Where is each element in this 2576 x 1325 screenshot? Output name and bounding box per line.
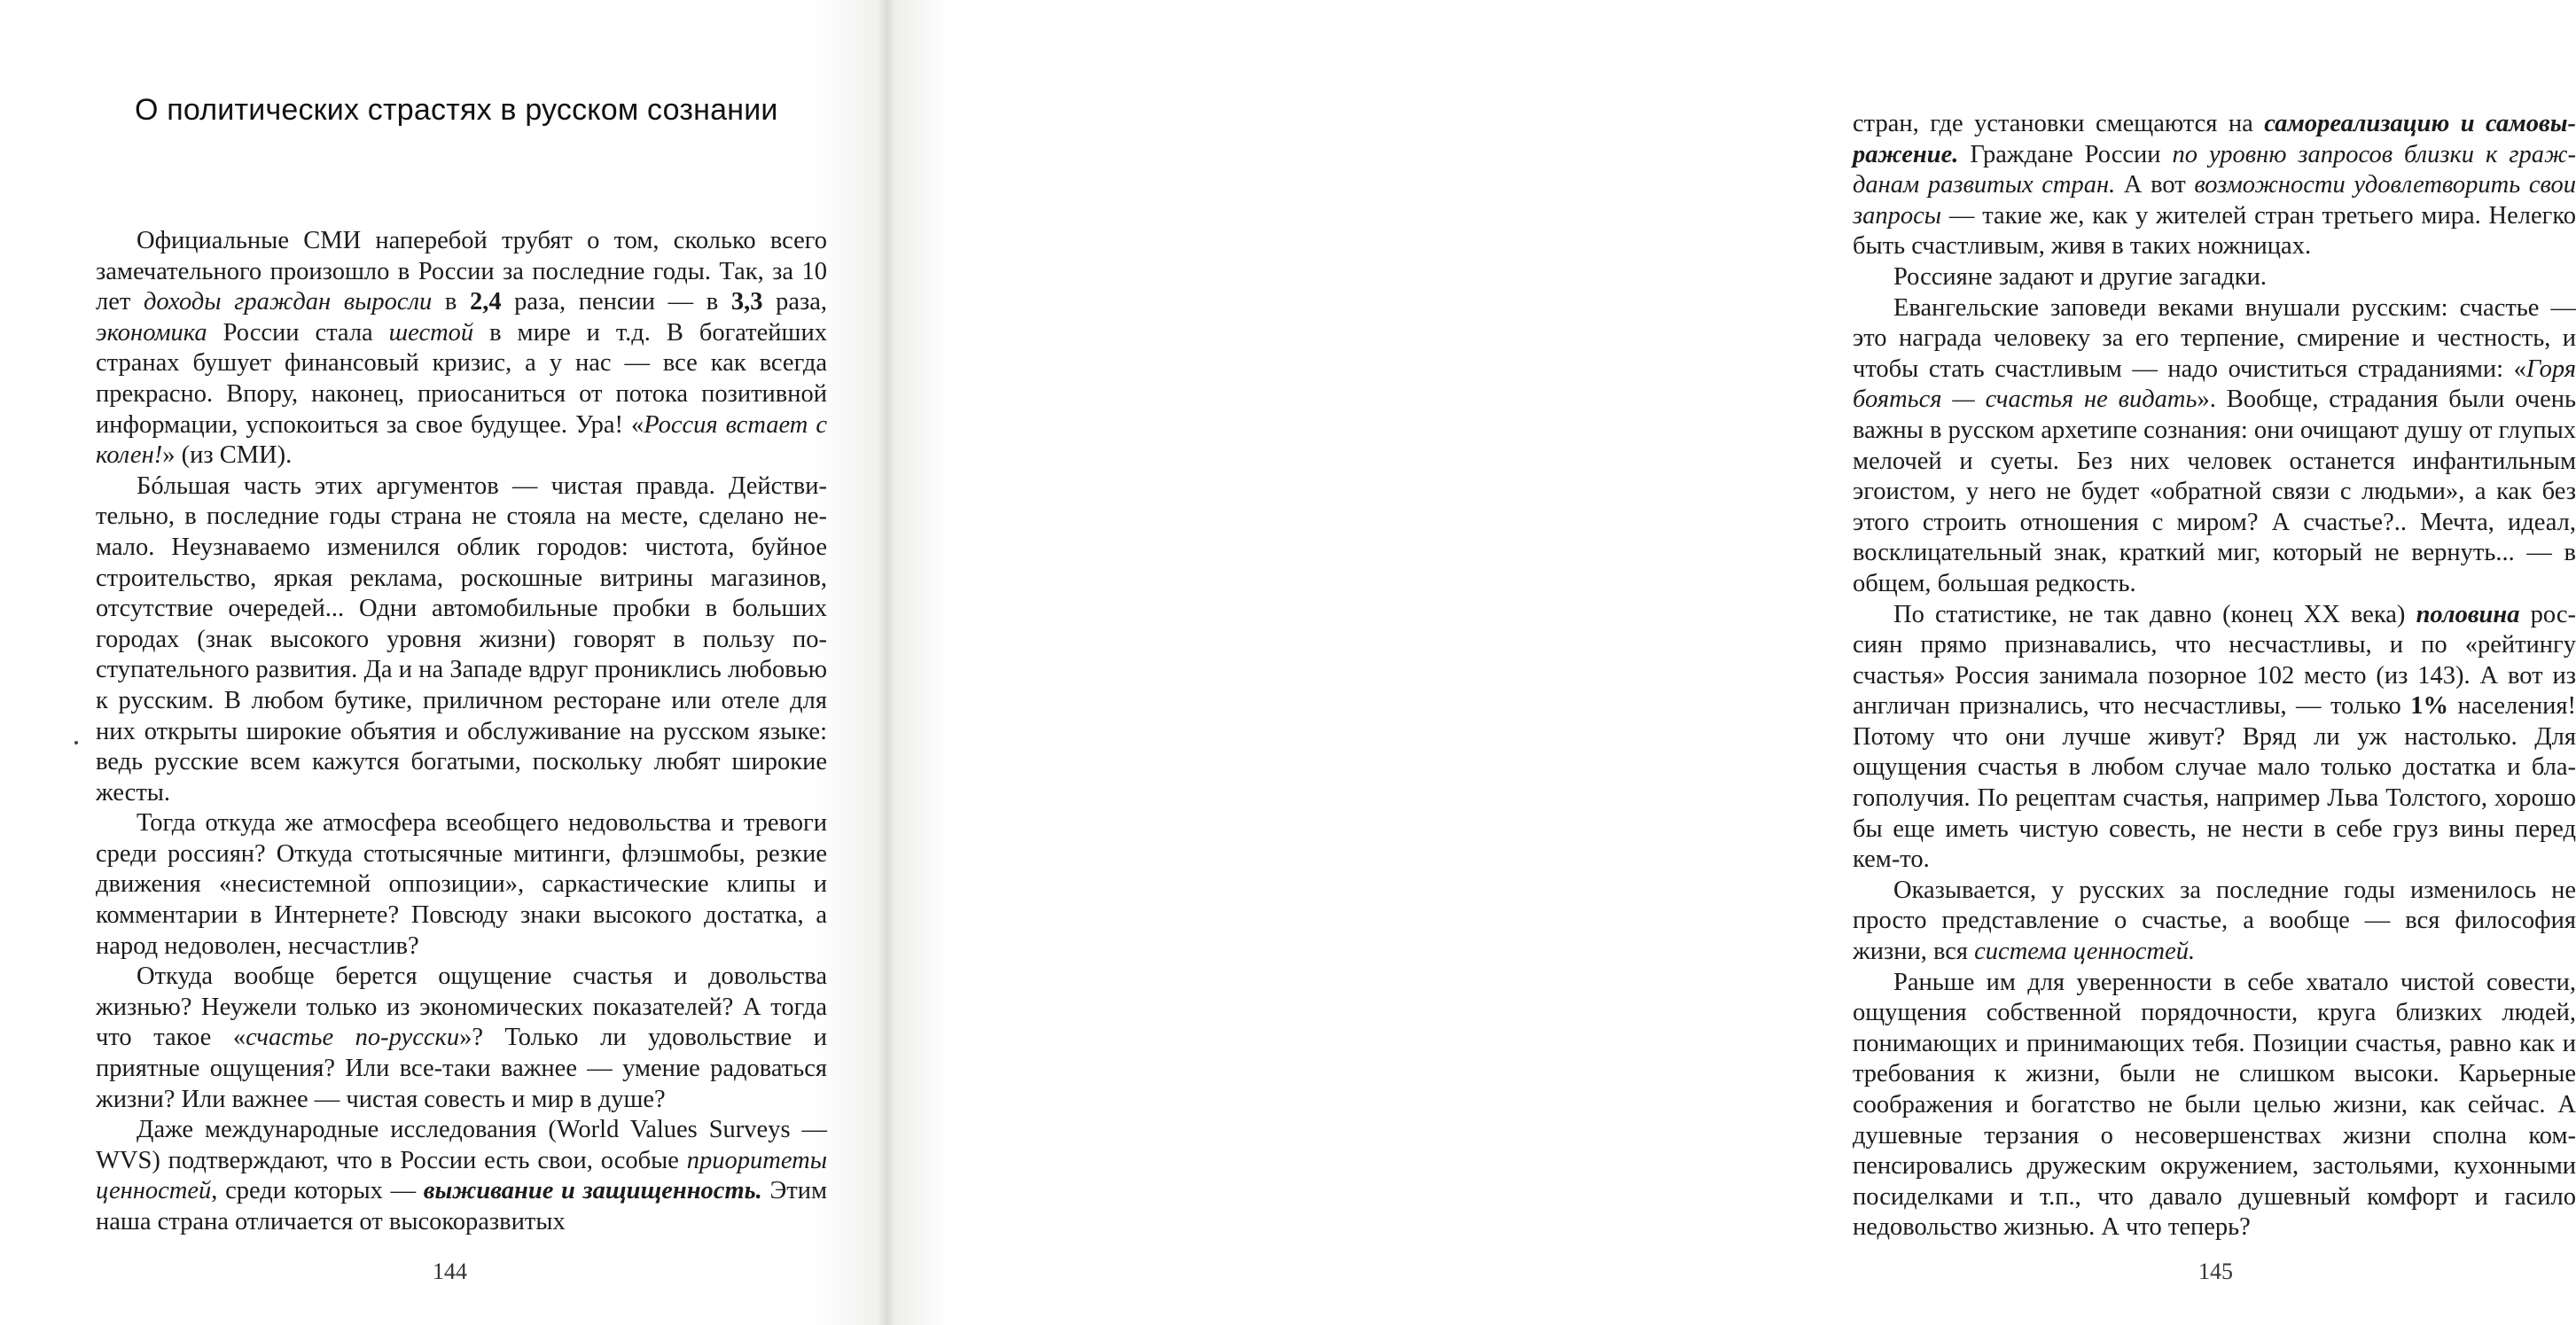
page-number-left: 144: [433, 1259, 467, 1284]
body-text: стран, где установки смещаются на: [1853, 110, 2265, 137]
body-text: населения! Потому что они лучше живут? Вряд ли уж настолько. Для ощущения счастья в любом случае мало только достатка и благополучия. По рецептам счастья, например Льва Толстого, хорошо бы еще иметь чистую совесть, не нести в себе груз вины перед кем-то.: [1853, 692, 2576, 874]
emphasis-text: система ценностей.: [1974, 938, 2196, 966]
paragraph: [1853, 968, 2576, 1243]
emphasis-text: Россия встает с колен!: [96, 410, 827, 470]
body-text: » (из СМИ).: [162, 441, 293, 470]
body-text: России стала: [207, 318, 389, 347]
paragraph: [1853, 876, 2576, 968]
paragraph: [96, 1115, 827, 1237]
body-text: Раньше им для уверенности в себе хватало чистой совести, ощущения собственной порядочности, круга близких людей, понимающих и принимающих тебя. Позиции счастья, равно как и требования к жизни, были не слишком высоки. Карьерные соображения и богатство не были целью жизни, как сейчас. А душевные терзания о несовершенствах жизни сполна компенсировались дружеским окружением, застольями, кухонными посиделками и т.п., что давало душевный комфорт и гасило недовольство жизнью. А что теперь?: [1853, 968, 2576, 1242]
book-gutter: [878, 0, 895, 1325]
body-text: раза,: [762, 288, 827, 316]
emphasis-text: экономика: [96, 318, 207, 347]
right-page-body: [1853, 109, 2576, 1243]
body-text: По статистике, не так давно (конец XX века): [1893, 600, 2416, 628]
body-text: Тогда откуда же атмосфера всеобщего недовольства и тревоги среди россиян? Откуда стотысячные митинги, флэшмобы, резкие движения «несистемной оппозиции», саркастические клипы и комментарии в Интернете? Повсюду знаки высокого достатка, а народ недоволен, несчастлив?: [96, 809, 827, 960]
emphasis-text: 2,4: [469, 288, 502, 316]
emphasis-text: шестой: [388, 318, 474, 347]
paragraph: [96, 226, 827, 472]
body-text: Этим наша страна отличается от высокоразвитых: [96, 1177, 828, 1235]
emphasis-text: Горя бояться — счастья не видать: [1853, 355, 2576, 414]
body-text: россиян прямо признавались, что несчастливы, и по «рейтингу счастья» Россия занимала позорное 102 место (из 143). А вот из англичан признались, что несчастливы, — только: [1853, 600, 2576, 721]
emphasis-text: половина: [2416, 600, 2520, 628]
right-page: [886, 0, 2576, 1325]
emphasis-text: счастье по-русски: [246, 1024, 460, 1052]
body-text: »? Только ли удовольствие и приятные ощущения? Или все-таки важнее — умение радоваться жизни? Или важнее — чистая совесть и мир в душе?: [96, 1024, 827, 1113]
paragraph: [1853, 262, 2576, 293]
chapter-title: О политических страстях в русском сознании: [135, 93, 778, 127]
body-text: А вот: [2115, 171, 2195, 199]
body-text: в: [432, 288, 470, 316]
body-text: Граждане России: [1958, 140, 2173, 168]
left-page: [0, 0, 886, 1325]
body-text: , среди которых —: [211, 1177, 424, 1205]
body-text: Россияне задают и другие загадки.: [1893, 262, 2268, 291]
body-text: — такие же, как у жителей стран третьего мира. Нелегко быть счастливым, живя в таких ножницах.: [1853, 201, 2576, 261]
emphasis-text: доходы граждан выросли: [143, 288, 433, 316]
emphasis-text: возможности удовлетворить свои запросы: [1853, 171, 2576, 230]
emphasis-text: самореализацию и самовыражение.: [1853, 110, 2576, 168]
body-text: Откуда вообще берется ощущение счастья и довольства жизнью? Неужели только из экономических показателей? А тогда что такое «: [96, 963, 827, 1052]
paragraph: [96, 962, 827, 1115]
body-text: ». Вообще, страдания были очень важны в русском архетипе сознания: они очищают душу от глупых мелочей и суеты. Без них человек останется инфантильным эгоистом, у него не будет «обратной связи с людьми», а как без этого строить отношения с миром? А счастье?.. Мечта, идеал, восклицательный знак, краткий миг, который не вернуть... — в общем, большая редкость.: [1853, 386, 2576, 597]
body-text: Евангельские заповеди веками внушали русским: счастье — это награда человеку за его терпение, смирение и честность, и чтобы стать счастливым — надо очиститься страданиями: «: [1853, 293, 2576, 383]
emphasis-text: 3,3: [730, 288, 763, 316]
emphasis-text: 1%: [2410, 692, 2449, 721]
emphasis-text: приоритеты ценностей: [96, 1146, 827, 1205]
paragraph: [96, 472, 827, 809]
body-text: раза, пенсии — в: [501, 288, 731, 316]
paragraph: [96, 808, 827, 962]
emphasis-text: выживание и защищенность.: [423, 1177, 762, 1205]
body-text: Бóльшая часть этих аргументов — чистая правда. Действительно, в последние годы страна не стояла на месте, сделано немало. Неузнаваемо изменился облик городов: чистота, буйное строительство, яркая реклама, роскошные витрины магазинов, отсутствие очередей... Одни автомобильные пробки в больших городах (знак высокого уровня жизни) говорят в пользу поступательного развития. Да и на Западе вдруг прониклись любовью к русским. В любом бутике, приличном ресторане или отеле для них открыты широкие объятия и обслуживание на русском языке: ведь русские всем кажутся богатыми, поскольку любят широкие жесты.: [96, 472, 827, 807]
body-text: Даже международные исследования (World Values Surveys — WVS) подтверждают, что в России есть свои, особые: [96, 1116, 827, 1174]
paragraph: [1853, 293, 2576, 600]
emphasis-text: по уровню запросов близки к гражданам развитых стран.: [1853, 140, 2576, 199]
paragraph: [1853, 600, 2576, 876]
print-speck: [74, 741, 78, 744]
left-page-body: [96, 226, 827, 1238]
body-text: Официальные СМИ наперебой трубят о том, сколько всего замечательного произошло в России за последние годы. Так, за 10 лет: [96, 227, 827, 316]
body-text: Оказывается, у русских за последние годы изменилось не просто представление о счастье, а вообще — вся философия жизни, вся: [1853, 876, 2576, 966]
body-text: в мире и т.д. В богатейших странах бушует финансовый кризис, а у нас — все как всегда прекрасно. Впору, наконец, приосаниться от потока позитивной информации, успокоиться за свое будущее. Ура! «: [96, 318, 827, 439]
paragraph: [1853, 109, 2576, 262]
page-number-right: 145: [2198, 1259, 2233, 1284]
